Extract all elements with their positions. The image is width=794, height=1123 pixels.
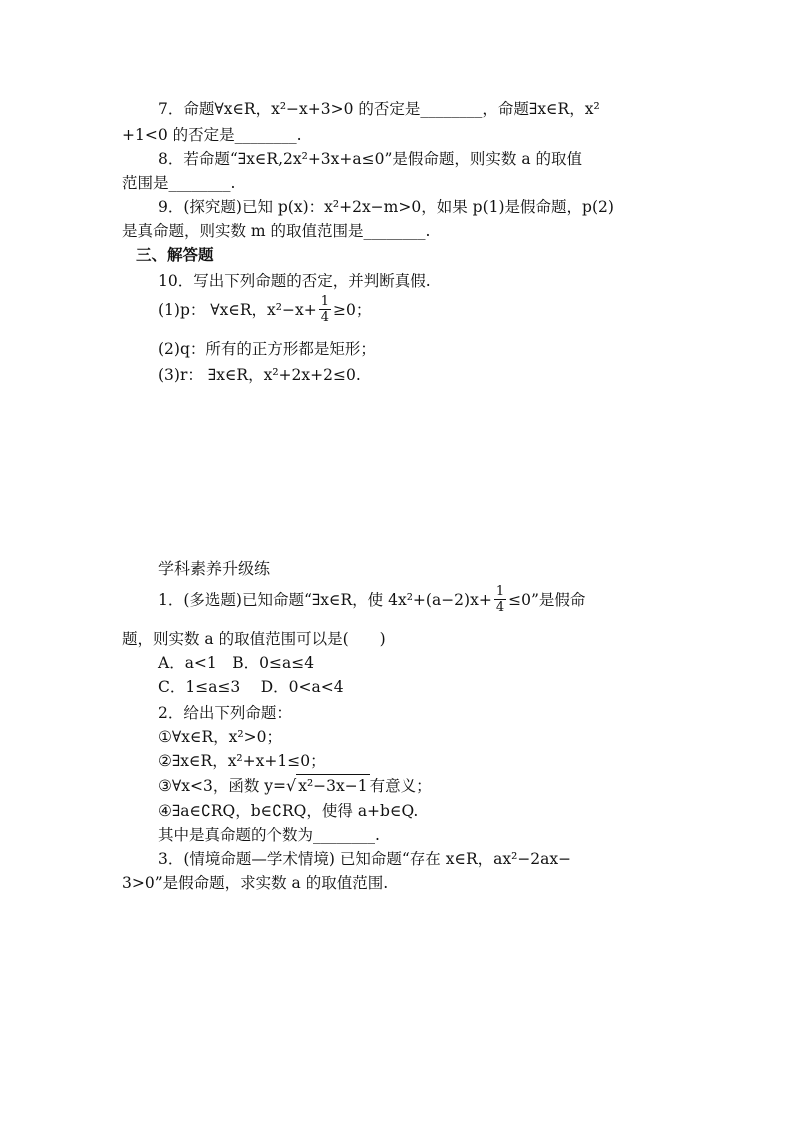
q2-statement-3 [158, 774, 432, 797]
q2-3-suffix: 有意义； [369, 777, 432, 795]
radicand: x²−3x−1 [296, 774, 369, 797]
question-10-item-3: (3)r： ∃x∈R，x²+2x+2≤0. [158, 366, 361, 384]
section-title: 学科素养升级练 [158, 559, 271, 578]
radical-sign: √ [286, 776, 297, 795]
q2-statement-4: ④∃a∈∁RQ，b∈∁RQ，使得 a+b∈Q. [158, 802, 419, 820]
q2-statement-1: ①∀x∈R，x²>0； [158, 728, 282, 746]
q10-1-prefix: (1)p： ∀x∈R，x²−x+ [158, 300, 317, 319]
question-7-line-1: 7．命题∀x∈R，x²−x+3>0 的否定是________，命题∃x∈R，x² [158, 100, 600, 118]
fraction-one-quarter [319, 294, 331, 325]
question-9-line-1: 9．(探究题)已知 p(x)：x²+2x−m>0，如果 p(1)是假命题，p(2) [158, 198, 614, 216]
fraction-one-quarter [494, 584, 506, 615]
fraction-numerator: 1 [495, 584, 505, 599]
section-heading: 三、解答题 [136, 246, 214, 264]
square-root [286, 774, 370, 797]
fraction-numerator: 1 [320, 294, 329, 309]
question-10: 10．写出下列命题的否定，并判断真假. [158, 272, 431, 290]
question-10-item-1 [158, 294, 371, 325]
q2-conclusion: 其中是真命题的个数为________. [158, 826, 380, 844]
q2-statement-2: ②∃x∈R，x²+x+1≤0； [158, 752, 326, 770]
q10-1-suffix: ≥0； [333, 300, 372, 319]
fraction-denominator: 4 [320, 310, 329, 325]
upgrade-question-3-line-1: 3．(情境命题—学术情境) 已知命题“存在 x∈R，ax²−2ax− [158, 850, 572, 868]
question-9-line-2: 是真命题，则实数 m 的取值范围是________. [122, 222, 431, 240]
options-c-d: C．1≤a≤3 D．0<a<4 [158, 678, 344, 696]
upgrade-question-2: 2．给出下列命题： [158, 704, 292, 722]
upgrade-question-1-line-2: 题，则实数 a 的取值范围可以是( ) [122, 630, 386, 648]
upgrade-question-3-line-2: 3>0”是假命题，求实数 a 的取值范围. [122, 874, 389, 892]
uq1-prefix: 1．(多选题)已知命题“∃x∈R，使 4x²+(a−2)x+ [158, 590, 492, 609]
options-a-b: A．a<1 B．0≤a≤4 [158, 654, 315, 672]
question-8-line-1: 8．若命题“∃x∈R,2x²+3x+a≤0”是假命题，则实数 a 的取值 [158, 150, 583, 168]
question-10-item-2: (2)q：所有的正方形都是矩形； [158, 340, 376, 358]
uq1-suffix: ≤0”是假命 [508, 590, 586, 609]
fraction-denominator: 4 [495, 600, 505, 615]
upgrade-question-1-line-1 [158, 584, 585, 615]
question-7-line-2: +1<0 的否定是________. [122, 126, 302, 144]
question-8-line-2: 范围是________. [122, 174, 236, 192]
q2-3-prefix: ③∀x<3，函数 y= [158, 777, 287, 795]
